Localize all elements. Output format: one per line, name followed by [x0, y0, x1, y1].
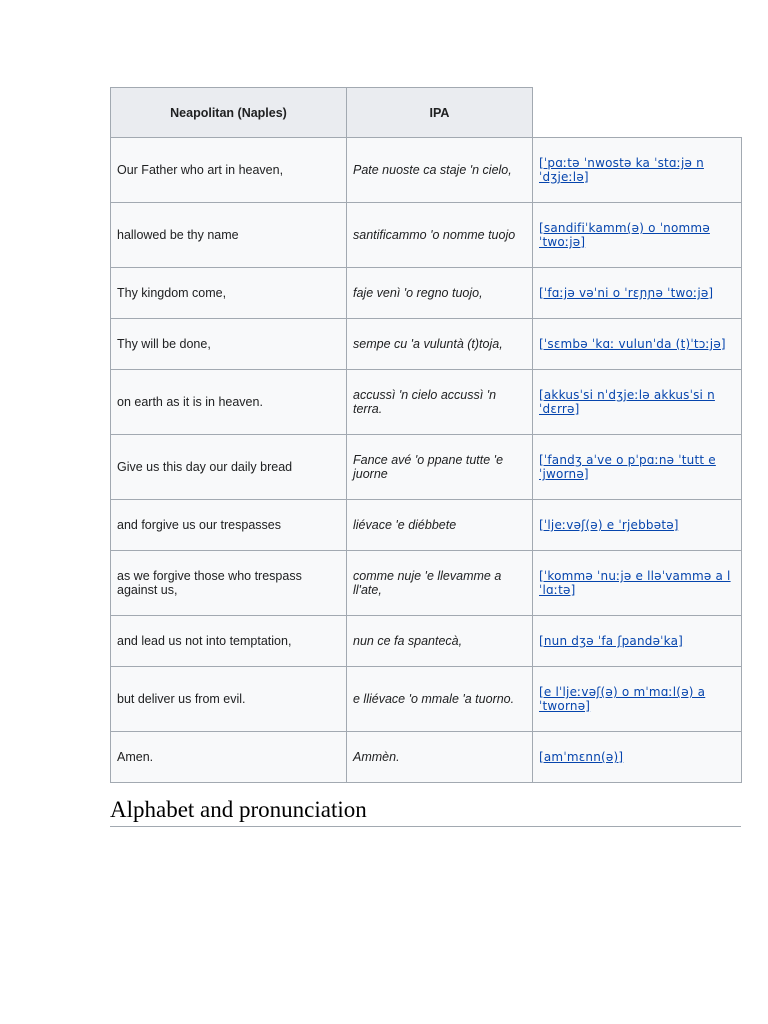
ipa-cell: [533, 435, 742, 500]
english-cell: but deliver us from evil.: [111, 667, 347, 732]
table-row: [111, 370, 742, 435]
english-cell: on earth as it is in heaven.: [111, 370, 347, 435]
ipa-link[interactable]: [ˈfɑːjə vəˈni o ˈrɛɲɲə ˈtwoːjə]: [539, 286, 714, 300]
neapolitan-cell: sempe cu 'a vuluntà (t)toja,: [347, 319, 533, 370]
table-row: [111, 138, 742, 203]
neapolitan-cell: nun ce fa spantecà,: [347, 616, 533, 667]
column-header-ipa: IPA: [347, 88, 533, 138]
neapolitan-cell: Fance avé 'o ppane tutte 'e juorne: [347, 435, 533, 500]
column-header-empty: [533, 88, 742, 138]
ipa-cell: [533, 319, 742, 370]
ipa-cell: [533, 616, 742, 667]
english-cell: and lead us not into temptation,: [111, 616, 347, 667]
english-cell: Thy will be done,: [111, 319, 347, 370]
column-header-neapolitan: Neapolitan (Naples): [111, 88, 347, 138]
ipa-cell: [533, 203, 742, 268]
table-row: [111, 667, 742, 732]
ipa-cell: [533, 551, 742, 616]
english-cell: and forgive us our trespasses: [111, 500, 347, 551]
neapolitan-cell: faje venì 'o regno tuojo,: [347, 268, 533, 319]
english-cell: Amen.: [111, 732, 347, 783]
english-cell: hallowed be thy name: [111, 203, 347, 268]
ipa-link[interactable]: [akkusˈsi nˈdʒjeːlə akkusˈsi n ˈdɛrrə]: [539, 388, 715, 416]
section-heading: Alphabet and pronunciation: [110, 796, 741, 827]
ipa-link[interactable]: [e lˈljeːvəʃ(ə) o mˈmɑːl(ə) a ˈtwornə]: [539, 685, 706, 713]
lords-prayer-table: [110, 87, 742, 783]
ipa-link[interactable]: [nun dʒə ˈfa ʃpandəˈka]: [539, 634, 684, 648]
english-cell: Give us this day our daily bread: [111, 435, 347, 500]
neapolitan-cell: comme nuje 'e llevamme a ll'ate,: [347, 551, 533, 616]
neapolitan-cell: accussì 'n cielo accussì 'n terra.: [347, 370, 533, 435]
neapolitan-cell: santificammo 'o nomme tuojo: [347, 203, 533, 268]
neapolitan-cell: liévace 'e diébbete: [347, 500, 533, 551]
table-row: [111, 500, 742, 551]
ipa-link[interactable]: [ˈpɑːtə ˈnwostə ka ˈstɑːjə n ˈdʒjeːlə]: [539, 156, 704, 184]
neapolitan-cell: Pate nuoste ca staje 'n cielo,: [347, 138, 533, 203]
ipa-cell: [533, 500, 742, 551]
table-row: [111, 616, 742, 667]
ipa-cell: [533, 732, 742, 783]
ipa-link[interactable]: [amˈmɛnn(ə)]: [539, 750, 624, 764]
table-row: [111, 319, 742, 370]
table-row: [111, 203, 742, 268]
table-header-row: [111, 88, 742, 138]
ipa-cell: [533, 268, 742, 319]
english-cell: Thy kingdom come,: [111, 268, 347, 319]
table-row: [111, 551, 742, 616]
ipa-link[interactable]: [ˈsɛmbə ˈkɑː vulunˈda (t)ˈtɔːjə]: [539, 337, 726, 351]
table-row: [111, 268, 742, 319]
neapolitan-cell: Ammèn.: [347, 732, 533, 783]
ipa-link[interactable]: [ˈfandʒ aˈve o pˈpɑːnə ˈtutt e ˈjwornə]: [539, 453, 716, 481]
ipa-link[interactable]: [sandifiˈkamm(ə) o ˈnommə ˈtwoːjə]: [539, 221, 710, 249]
ipa-link[interactable]: [ˈkommə ˈnuːjə e lləˈvammə a lˈlɑːtə]: [539, 569, 731, 597]
neapolitan-cell: e lliévace 'o mmale 'a tuorno.: [347, 667, 533, 732]
table-row: [111, 435, 742, 500]
table-row: [111, 732, 742, 783]
ipa-cell: [533, 370, 742, 435]
ipa-cell: [533, 138, 742, 203]
english-cell: Our Father who art in heaven,: [111, 138, 347, 203]
english-cell: as we forgive those who trespass against us,: [111, 551, 347, 616]
ipa-cell: [533, 667, 742, 732]
ipa-link[interactable]: [ˈljeːvəʃ(ə) e ˈrjebbətə]: [539, 518, 679, 532]
